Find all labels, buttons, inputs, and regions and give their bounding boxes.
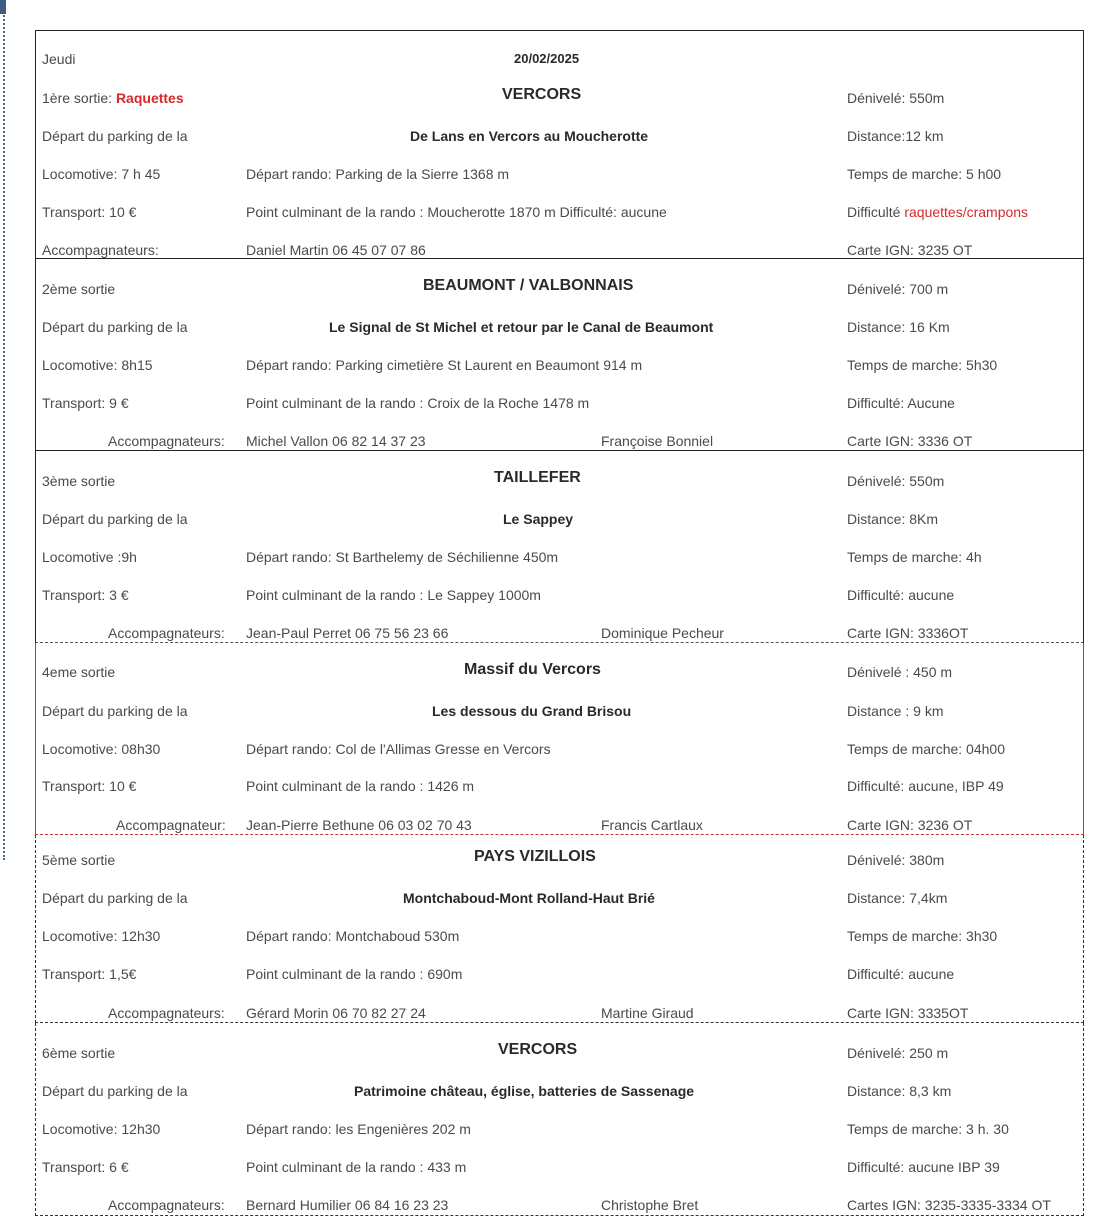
- carte-ign: Carte IGN: 3336OT: [847, 625, 969, 641]
- distance: Distance:12 km: [847, 128, 944, 144]
- outing-block-6: [35, 1023, 1084, 1216]
- locomotive: Locomotive: 08h30: [42, 741, 161, 757]
- transport: Transport: 3 €: [42, 587, 129, 603]
- temps-marche: Temps de marche: 4h: [847, 549, 982, 565]
- distance: Distance: 8Km: [847, 511, 939, 527]
- outing-block-4: [35, 643, 1084, 835]
- sidebar-dotted-line: [3, 0, 5, 860]
- carte-ign: Carte IGN: 3236 OT: [847, 817, 973, 833]
- outing-type-highlight: Raquettes: [115, 90, 184, 106]
- carte-ign: Carte IGN: 3335OT: [847, 1005, 969, 1021]
- accompagnateur-2: Dominique Pecheur: [601, 625, 724, 641]
- point-culminant: Point culminant de la rando : Croix de la Roche 1478 m: [246, 395, 590, 411]
- accompagnateur-1: Jean-Paul Perret 06 75 56 23 66: [246, 625, 449, 641]
- point-culminant: Point culminant de la rando : Le Sappey 1000m: [246, 587, 541, 603]
- locomotive: Locomotive: 12h30: [42, 1121, 161, 1137]
- accompagnateurs-label: Accompagnateurs:: [108, 1005, 225, 1021]
- accompagnateurs-label: Accompagnateurs:: [108, 1197, 225, 1213]
- temps-marche: Temps de marche: 5 h00: [847, 166, 1002, 182]
- outing-block-3: [35, 451, 1084, 643]
- denivele: Dénivelé: 380m: [847, 852, 945, 868]
- accompagnateurs-label: Accompagnateurs:: [108, 433, 225, 449]
- itinerary: De Lans en Vercors au Moucherotte: [410, 128, 649, 144]
- itinerary: Le Sappey: [503, 511, 574, 527]
- accompagnateur-1: Jean-Pierre Bethune 06 03 02 70 43: [246, 817, 472, 833]
- depart-parking: Départ du parking de la: [42, 703, 188, 719]
- outing-label: 2ème sortie: [42, 281, 116, 297]
- depart-rando: Départ rando: Montchaboud 530m: [246, 928, 460, 944]
- outing-label: 6ème sortie: [42, 1045, 116, 1061]
- depart-rando: Départ rando: St Barthelemy de Séchilienne 450m: [246, 549, 559, 565]
- outing-block-2: [35, 259, 1084, 451]
- transport: Transport: 10 €: [42, 204, 137, 220]
- date-label: 20/02/2025: [514, 51, 580, 66]
- itinerary: Les dessous du Grand Brisou: [432, 703, 632, 719]
- distance: Distance: 7,4km: [847, 890, 948, 906]
- difficulte: Difficulté: aucune: [847, 966, 955, 982]
- locomotive: Locomotive: 12h30: [42, 928, 161, 944]
- depart-parking: Départ du parking de la: [42, 319, 188, 335]
- sidebar-marker: [0, 0, 6, 14]
- accompagnateurs-label: Accompagnateurs:: [108, 625, 225, 641]
- denivele: Dénivelé: 250 m: [847, 1045, 949, 1061]
- temps-marche: Temps de marche: 3h30: [847, 928, 998, 944]
- region-title: Massif du Vercors: [464, 661, 601, 678]
- transport: Transport: 1,5€: [42, 966, 137, 982]
- locomotive: Locomotive: 7 h 45: [42, 166, 161, 182]
- locomotive: Locomotive: 8h15: [42, 357, 153, 373]
- outing-block-1: [35, 30, 1084, 259]
- accompagnateur-2: Christophe Bret: [601, 1197, 699, 1213]
- itinerary: Le Signal de St Michel et retour par le Canal de Beaumont: [329, 319, 714, 335]
- carte-ign: Carte IGN: 3235 OT: [847, 242, 973, 258]
- accompagnateur-1: Daniel Martin 06 45 07 07 86: [246, 242, 426, 258]
- depart-parking: Départ du parking de la: [42, 511, 188, 527]
- depart-rando: Départ rando: Col de l'Allimas Gresse en Vercors: [246, 741, 551, 757]
- accompagnateurs-label: Accompagnateurs:: [42, 242, 159, 258]
- outing-label: 4eme sortie: [42, 664, 116, 680]
- accompagnateur-1: Michel Vallon 06 82 14 37 23: [246, 433, 426, 449]
- locomotive: Locomotive :9h: [42, 549, 137, 565]
- temps-marche: Temps de marche: 5h30: [847, 357, 998, 373]
- outings-sheet: [35, 30, 1084, 1216]
- point-culminant: Point culminant de la rando : 1426 m: [246, 778, 475, 794]
- difficulte: Difficulté raquettes/crampons: [847, 204, 1029, 220]
- difficulte: Difficulté: aucune: [847, 587, 955, 603]
- denivele: Dénivelé: 550m: [847, 473, 945, 489]
- itinerary: Patrimoine château, église, batteries de Sassenage: [354, 1083, 695, 1099]
- denivele: Dénivelé: 700 m: [847, 281, 949, 297]
- temps-marche: Temps de marche: 3 h. 30: [847, 1121, 1009, 1137]
- depart-parking: Départ du parking de la: [42, 128, 188, 144]
- accompagnateur-2: Françoise Bonniel: [601, 433, 714, 449]
- difficulte-highlight: raquettes/crampons: [904, 204, 1029, 220]
- region-title: TAILLEFER: [494, 469, 581, 486]
- depart-rando: Départ rando: Parking cimetière St Laurent en Beaumont 914 m: [246, 357, 643, 373]
- day-label: Jeudi: [42, 51, 76, 67]
- depart-parking: Départ du parking de la: [42, 1083, 188, 1099]
- region-title: BEAUMONT / VALBONNAIS: [423, 277, 634, 294]
- denivele: Dénivelé : 450 m: [847, 664, 953, 680]
- depart-rando: Départ rando: les Engenières 202 m: [246, 1121, 471, 1137]
- transport: Transport: 10 €: [42, 778, 137, 794]
- distance: Distance: 8,3 km: [847, 1083, 952, 1099]
- depart-rando: Départ rando: Parking de la Sierre 1368 m: [246, 166, 510, 182]
- difficulte: Difficulté: aucune, IBP 49: [847, 778, 1004, 794]
- region-title: VERCORS: [502, 86, 582, 103]
- accompagnateur-1: Bernard Humilier 06 84 16 23 23: [246, 1197, 449, 1213]
- depart-parking: Départ du parking de la: [42, 890, 188, 906]
- carte-ign: Cartes IGN: 3235-3335-3334 OT: [847, 1197, 1051, 1213]
- region-title: VERCORS: [498, 1041, 578, 1058]
- temps-marche: Temps de marche: 04h00: [847, 741, 1005, 757]
- accompagnateur-2: Francis Cartlaux: [601, 817, 703, 833]
- outing-label: 1ère sortie: Raquettes: [42, 90, 184, 106]
- accompagnateur-label: Accompagnateur:: [116, 817, 226, 833]
- accompagnateur-2: Martine Giraud: [601, 1005, 694, 1021]
- region-title: PAYS VIZILLOIS: [474, 848, 596, 865]
- outing-label: 5ème sortie: [42, 852, 116, 868]
- transport: Transport: 9 €: [42, 395, 129, 411]
- itinerary: Montchaboud-Mont Rolland-Haut Brié: [403, 890, 655, 906]
- point-culminant: Point culminant de la rando : 690m: [246, 966, 463, 982]
- difficulte: Difficulté: Aucune: [847, 395, 955, 411]
- difficulte: Difficulté: aucune IBP 39: [847, 1159, 1000, 1175]
- transport: Transport: 6 €: [42, 1159, 129, 1175]
- point-culminant: Point culminant de la rando : 433 m: [246, 1159, 467, 1175]
- denivele: Dénivelé: 550m: [847, 90, 945, 106]
- carte-ign: Carte IGN: 3336 OT: [847, 433, 973, 449]
- distance: Distance: 16 Km: [847, 319, 950, 335]
- accompagnateur-1: Gérard Morin 06 70 82 27 24: [246, 1005, 426, 1021]
- outing-label: 3ème sortie: [42, 473, 116, 489]
- point-culminant: Point culminant de la rando : Moucherotte 1870 m Difficulté: aucune: [246, 204, 667, 220]
- distance: Distance : 9 km: [847, 703, 944, 719]
- outing-block-5: [35, 835, 1084, 1023]
